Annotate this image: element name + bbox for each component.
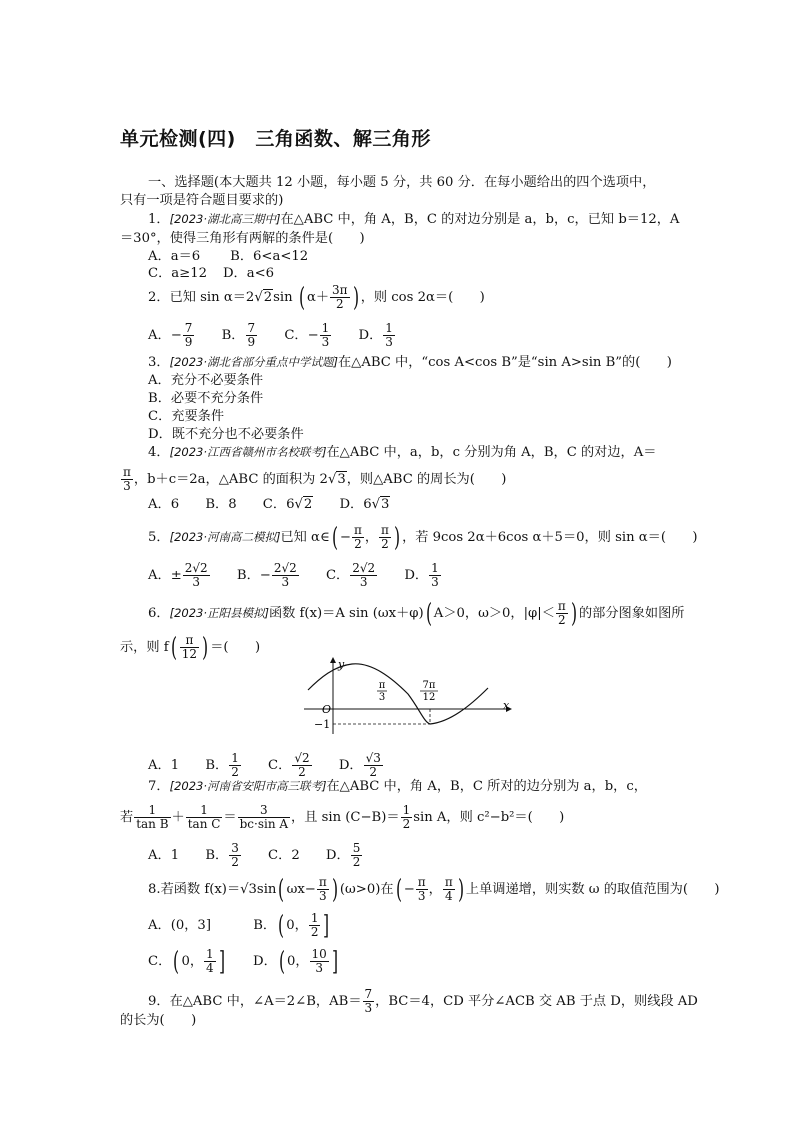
tick-pi-over-3-den: 3 bbox=[378, 692, 386, 703]
option-b[interactable]: B． $\frac{1}{2}$ bbox=[205, 751, 239, 779]
question-4-options bbox=[148, 496, 390, 513]
option-b[interactable]: B．8 bbox=[205, 497, 237, 512]
option-b[interactable]: B． $\frac{3}{2}$ bbox=[205, 841, 239, 869]
tick-pi-over-3-num: π bbox=[378, 680, 386, 691]
option-a[interactable]: A．1 bbox=[148, 758, 180, 773]
question-source: [2023·河南高二模拟] bbox=[169, 530, 281, 544]
option-d[interactable]: D．( 0， $\frac{10}{3}$ ] bbox=[253, 946, 338, 977]
section-intro: 一、选择题(本大题共 12 小题，每小题 5 分，共 60 分．在每小题给出的四个选项中， bbox=[148, 175, 656, 190]
question-2-options bbox=[148, 322, 396, 349]
option-b[interactable]: B．( 0， $\frac{1}{2}$ ] bbox=[253, 910, 330, 941]
option-a[interactable]: A．− $\frac{7}{9}$ bbox=[148, 321, 193, 349]
option-d[interactable]: D．6√3 bbox=[339, 497, 390, 512]
option-b[interactable]: B． $\frac{7}{9}$ bbox=[221, 321, 256, 349]
question-1: 1．[2023·湖北高三期中]在△ABC 中，角 A，B，C 的对边分别是 a，b，c，已知 b＝12，A bbox=[148, 212, 680, 227]
section-intro-line2: 只有一项是符合题目要求的) bbox=[120, 193, 284, 208]
option-a[interactable]: A．(0，3] bbox=[148, 918, 211, 933]
question-5: 5．[2023·河南高二模拟]已知 α∈( − $\frac{\pi}{2}$ ， $\frac{\pi}{2}$ ) ，若 9cos 2α＋6cos α＋5＝0，则 sin α＝( ) bbox=[148, 522, 698, 553]
option-c[interactable]: C．2 bbox=[268, 848, 300, 863]
question-9-line2: 的长为( ) bbox=[120, 1013, 197, 1028]
question-source: [2023·湖北高三期中] bbox=[169, 212, 281, 226]
question-1-line2: ＝30°，使得三角形有两解的条件是( ) bbox=[120, 231, 365, 246]
question-source: [2023·正阳县模拟] bbox=[169, 606, 269, 620]
question-7-line2: 若 $\frac{1}{\text{tan B}}$ ＋ $\frac{1}{\text{tan C}}$ ＝ $\frac{3}{\text{bc·sin A}}$ ，且 sin (C−B)＝ $\frac{1}{2}$ sin A，则 c²−b²＝( ) bbox=[120, 803, 565, 831]
option-d[interactable]: D．既不充分也不必要条件 bbox=[148, 427, 304, 442]
question-7-options bbox=[148, 842, 363, 869]
sine-graph bbox=[300, 656, 520, 736]
option-c[interactable]: C．( 0， $\frac{1}{4}$ ] bbox=[148, 946, 225, 977]
question-6-line2: 示，则 f( $\frac{\pi}{12}$ ) ＝( ) bbox=[120, 632, 261, 663]
question-4-line2: $\frac{\pi}{3}$ ，b＋c＝2a，△ABC 的面积为 2√3，则△ABC 的周长为( ) bbox=[123, 465, 507, 493]
option-d[interactable]: D． $\frac{√3}{2}$ bbox=[338, 751, 381, 779]
question-6: 6．[2023·正阳县模拟]函数 f(x)＝A sin (ωx＋φ)( A＞0，ω＞0，|φ|＜ $\frac{\pi}{2}$ ) 的部分图象如图所 bbox=[148, 598, 685, 629]
question-source: [2023·江西省赣州市名校联考] bbox=[169, 445, 327, 459]
option-d[interactable]: D． $\frac{5}{2}$ bbox=[325, 841, 361, 869]
question-8-options-row2 bbox=[148, 948, 340, 975]
option-c[interactable]: C． $\frac{√2}{2}$ bbox=[268, 751, 310, 779]
question-9: 9．在△ABC 中，∠A＝2∠B，AB＝ $\frac{7}{3}$ ，BC＝4，CD 平分∠ACB 交 AB 于点 D，则线段 AD bbox=[148, 987, 698, 1015]
question-8: 8.若函数 f(x)＝√3sin( ωx− $\frac{\pi}{3}$ ) (ω>0)在( − $\frac{\pi}{3}$ ， $\frac{\pi}{4}$ ) 上单调递增，则实数 ω 的取值范围为( ) bbox=[148, 874, 720, 905]
option-a[interactable]: A．6 bbox=[148, 497, 180, 512]
question-source: [2023·湖北省部分重点中学试题] bbox=[169, 355, 338, 369]
option-b[interactable]: B．必要不充分条件 bbox=[148, 391, 264, 406]
sine-curve bbox=[308, 664, 488, 724]
option-a[interactable]: A．± $\frac{2√2}{3}$ bbox=[148, 561, 208, 589]
question-3: 3．[2023·湖北省部分重点中学试题]在△ABC 中，“cos A<cos B”是“sin A>sin B”的( ) bbox=[148, 355, 672, 370]
option-d[interactable]: D．a<6 bbox=[222, 266, 275, 281]
option-a[interactable]: A．1 bbox=[148, 848, 180, 863]
option-a[interactable]: A．a＝6 bbox=[148, 249, 201, 264]
question-7: 7．[2023·河南省安阳市高三联考]在△ABC 中，角 A，B，C 所对的边分别为 a，b，c， bbox=[148, 779, 647, 794]
question-2: 2．已知 sin α＝2√2sin ( α＋ $\frac{3\pi}{2}$ ) ，则 cos 2α＝( ) bbox=[148, 282, 485, 313]
page-title: 单元检测(四) 三角函数、解三角形 bbox=[120, 128, 431, 150]
option-b[interactable]: B．6<a<12 bbox=[230, 249, 309, 264]
option-c[interactable]: C． $\frac{2√2}{3}$ bbox=[325, 561, 376, 589]
question-8-options-row1 bbox=[148, 912, 332, 939]
neg-one-label: −1 bbox=[314, 718, 331, 731]
tick-7pi-over-12-den: 12 bbox=[422, 692, 436, 703]
question-4: 4．[2023·江西省赣州市名校联考]在△ABC 中，a，b，c 分别为角 A，B，C 的对边，A＝ bbox=[148, 445, 657, 460]
option-c[interactable]: C．− $\frac{1}{3}$ bbox=[284, 321, 330, 349]
question-source: [2023·河南省安阳市高三联考] bbox=[169, 779, 327, 793]
question-6-options bbox=[148, 752, 384, 779]
y-axis-arrow bbox=[330, 657, 336, 663]
x-axis-label: x bbox=[503, 699, 510, 712]
option-b[interactable]: B．− $\frac{2√2}{3}$ bbox=[236, 561, 297, 589]
origin-label: O bbox=[322, 703, 332, 716]
tick-7pi-over-12-num: 7π bbox=[422, 680, 436, 691]
option-d[interactable]: D． $\frac{1}{3}$ bbox=[404, 561, 439, 589]
option-c[interactable]: C．充要条件 bbox=[148, 409, 225, 424]
option-d[interactable]: D． $\frac{1}{3}$ bbox=[358, 321, 393, 349]
question-5-options bbox=[148, 562, 442, 589]
question-1-options-row1 bbox=[148, 248, 308, 265]
option-a[interactable]: A．充分不必要条件 bbox=[148, 373, 264, 388]
option-c[interactable]: C．6√2 bbox=[262, 497, 313, 512]
option-c[interactable]: C．a≥12 bbox=[148, 266, 207, 281]
y-axis-label: y bbox=[338, 658, 345, 671]
question-1-options-row2 bbox=[148, 265, 274, 282]
